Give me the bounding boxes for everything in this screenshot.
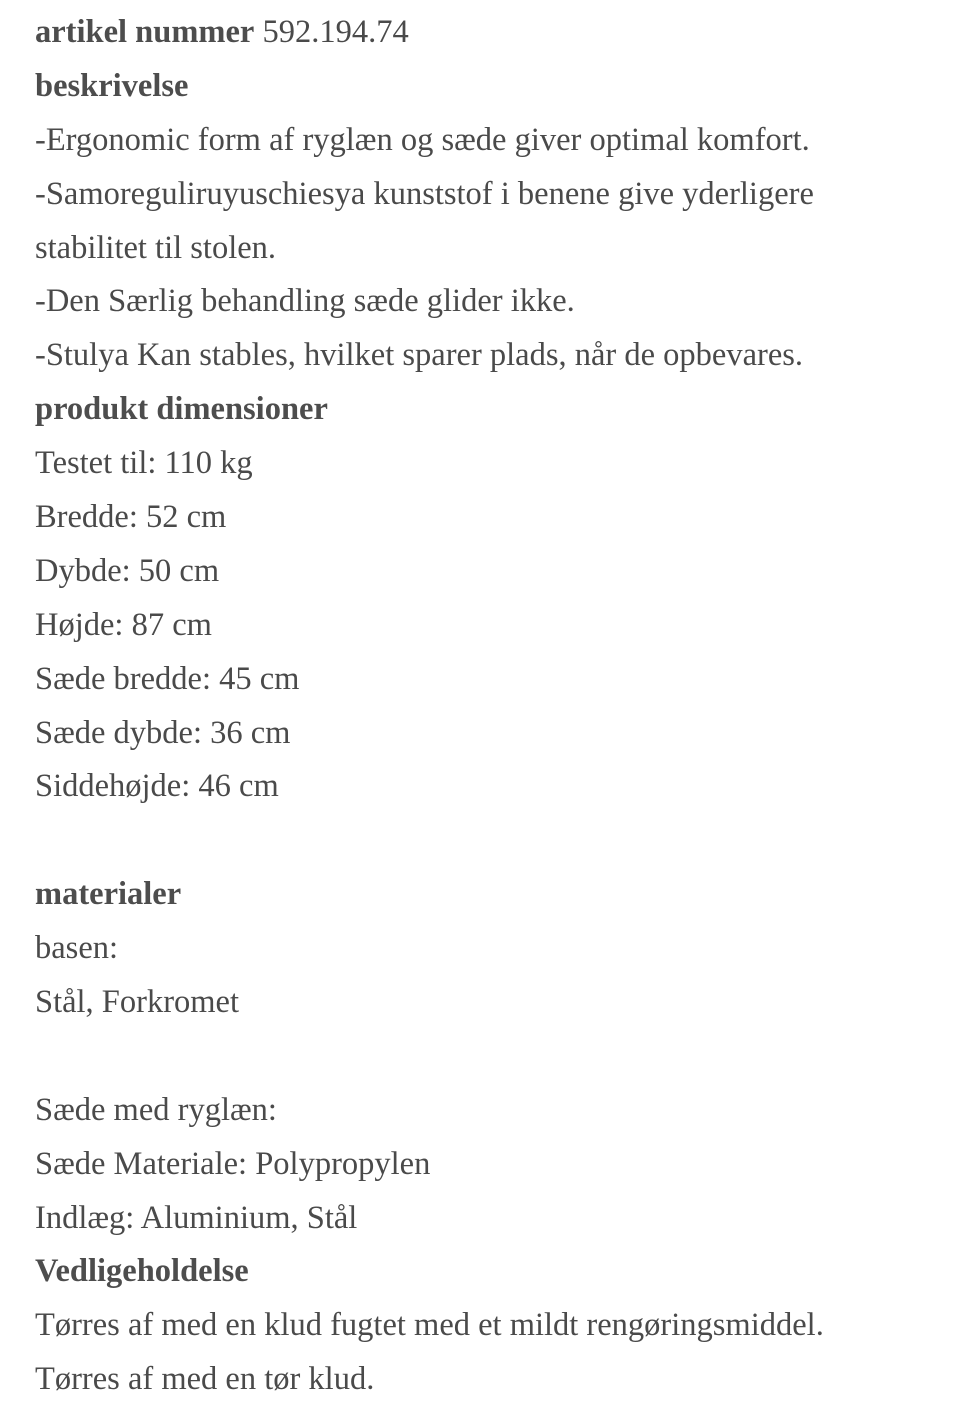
- dimension-seat-depth: Sæde dybde: 36 cm: [35, 714, 291, 751]
- description-heading: beskrivelse: [35, 67, 189, 104]
- materials-base-value: Stål, Forkromet: [35, 984, 240, 1021]
- dimensions-heading: produkt dimensioner: [35, 391, 328, 428]
- description-line: -Ergonomic form af ryglæn og sæde giver optimal komfort.: [35, 121, 810, 158]
- description-line: -Samoreguliruyuschiesya kunststof i benene give yderligere: [35, 175, 814, 212]
- materials-inlay: Indlæg: Aluminium, Stål: [35, 1199, 358, 1236]
- care-heading: Vedligeholdelse: [35, 1253, 249, 1290]
- description-line: -Stulya Kan stables, hvilket sparer plads, når de opbevares.: [35, 337, 804, 374]
- dimension-height: Højde: 87 cm: [35, 606, 212, 643]
- dimension-tested-load: Testet til: 110 kg: [35, 445, 253, 482]
- description-line: stabilitet til stolen.: [35, 229, 277, 266]
- dimension-width: Bredde: 52 cm: [35, 499, 227, 536]
- materials-heading: materialer: [35, 876, 182, 913]
- dimension-depth: Dybde: 50 cm: [35, 552, 220, 589]
- materials-seat-material: Sæde Materiale: Polypropylen: [35, 1145, 431, 1182]
- dimension-seat-height: Siddehøjde: 46 cm: [35, 768, 279, 805]
- article-number-value: 592.194.74: [262, 14, 409, 50]
- article-number-row: [35, 6, 935, 60]
- product-info-document: [35, 6, 935, 1407]
- spacer: [35, 814, 935, 868]
- materials-seat-label: Sæde med ryglæn:: [35, 1091, 277, 1128]
- care-line: Tørres af med en klud fugtet med et mildt rengøringsmiddel.: [35, 1307, 824, 1344]
- spacer: [35, 1030, 935, 1084]
- dimension-seat-width: Sæde bredde: 45 cm: [35, 660, 300, 697]
- description-line: -Den Særlig behandling sæde glider ikke.: [35, 283, 575, 320]
- care-line: Tørres af med en tør klud.: [35, 1361, 375, 1398]
- article-number-label: artikel nummer: [35, 14, 255, 50]
- materials-base-label: basen:: [35, 930, 119, 967]
